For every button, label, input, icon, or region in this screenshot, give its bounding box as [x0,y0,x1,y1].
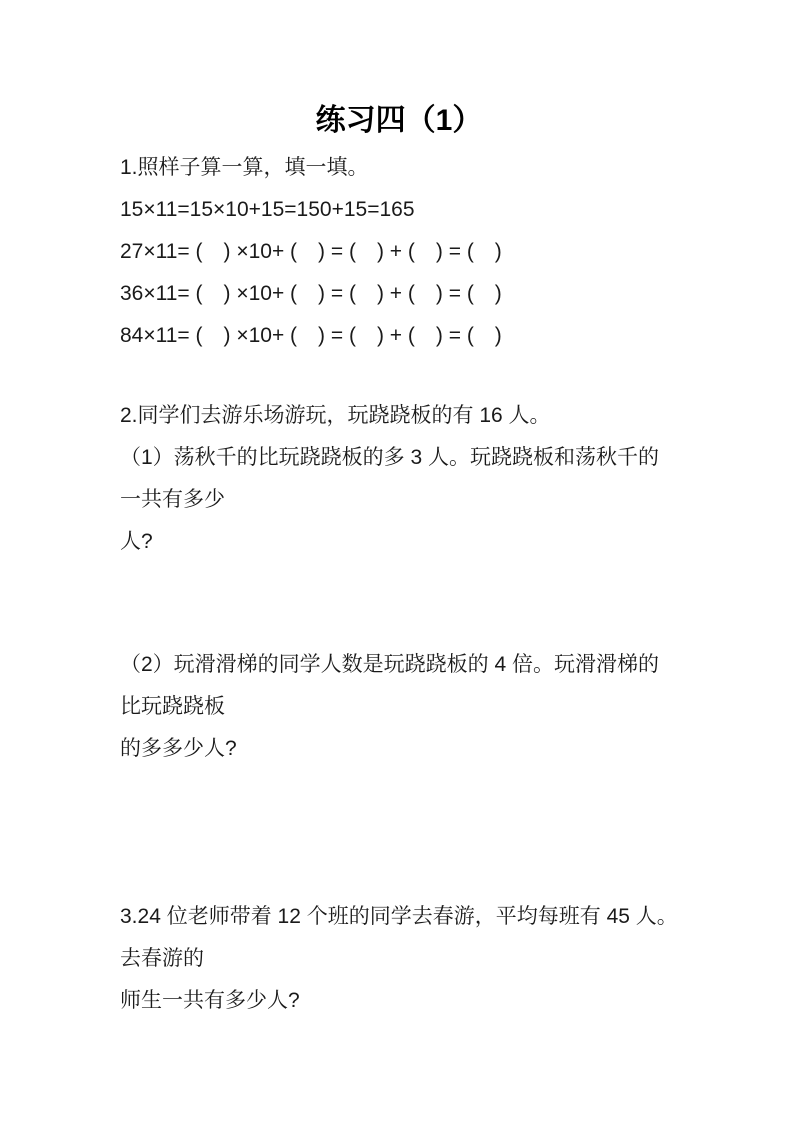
problem-1-blank-line: 36×11= ( ) ×10+ ( ) = ( ) + ( ) = ( ) [120,282,502,305]
problem-2-sub2-line: 的多多少人? [120,737,237,760]
problem-2-sub1-line: 人? [120,530,153,553]
problem-3-line: 3.24 位老师带着 12 个班的同学去春游，平均每班有 45 人。去春游的 [120,905,678,970]
worksheet-title: 练习四（1） [315,104,483,137]
problem-1-prompt: 1.照样子算一算，填一填。 [120,156,369,179]
worksheet-content [0,103,793,1022]
problem-3 [120,896,678,1022]
problem-2-sub2 [120,644,678,770]
problem-1-example: 15×11=15×10+15=150+15=165 [120,198,415,221]
problem-3-line: 师生一共有多少人? [120,989,300,1012]
problem-2-intro: 2.同学们去游乐场游玩，玩跷跷板的有 16 人。 [120,404,551,427]
problem-2 [120,395,678,563]
problem-1-blank-line: 27×11= ( ) ×10+ ( ) = ( ) + ( ) = ( ) [120,240,502,263]
problem-2-sub2-line: （2）玩滑滑梯的同学人数是玩跷跷板的 4 倍。玩滑滑梯的比玩跷跷板 [120,653,660,718]
problem-2-sub1-line: （1）荡秋千的比玩跷跷板的多 3 人。玩跷跷板和荡秋千的一共有多少 [120,446,660,511]
problem-1 [120,147,678,357]
problem-1-blank-line: 84×11= ( ) ×10+ ( ) = ( ) + ( ) = ( ) [120,324,502,347]
